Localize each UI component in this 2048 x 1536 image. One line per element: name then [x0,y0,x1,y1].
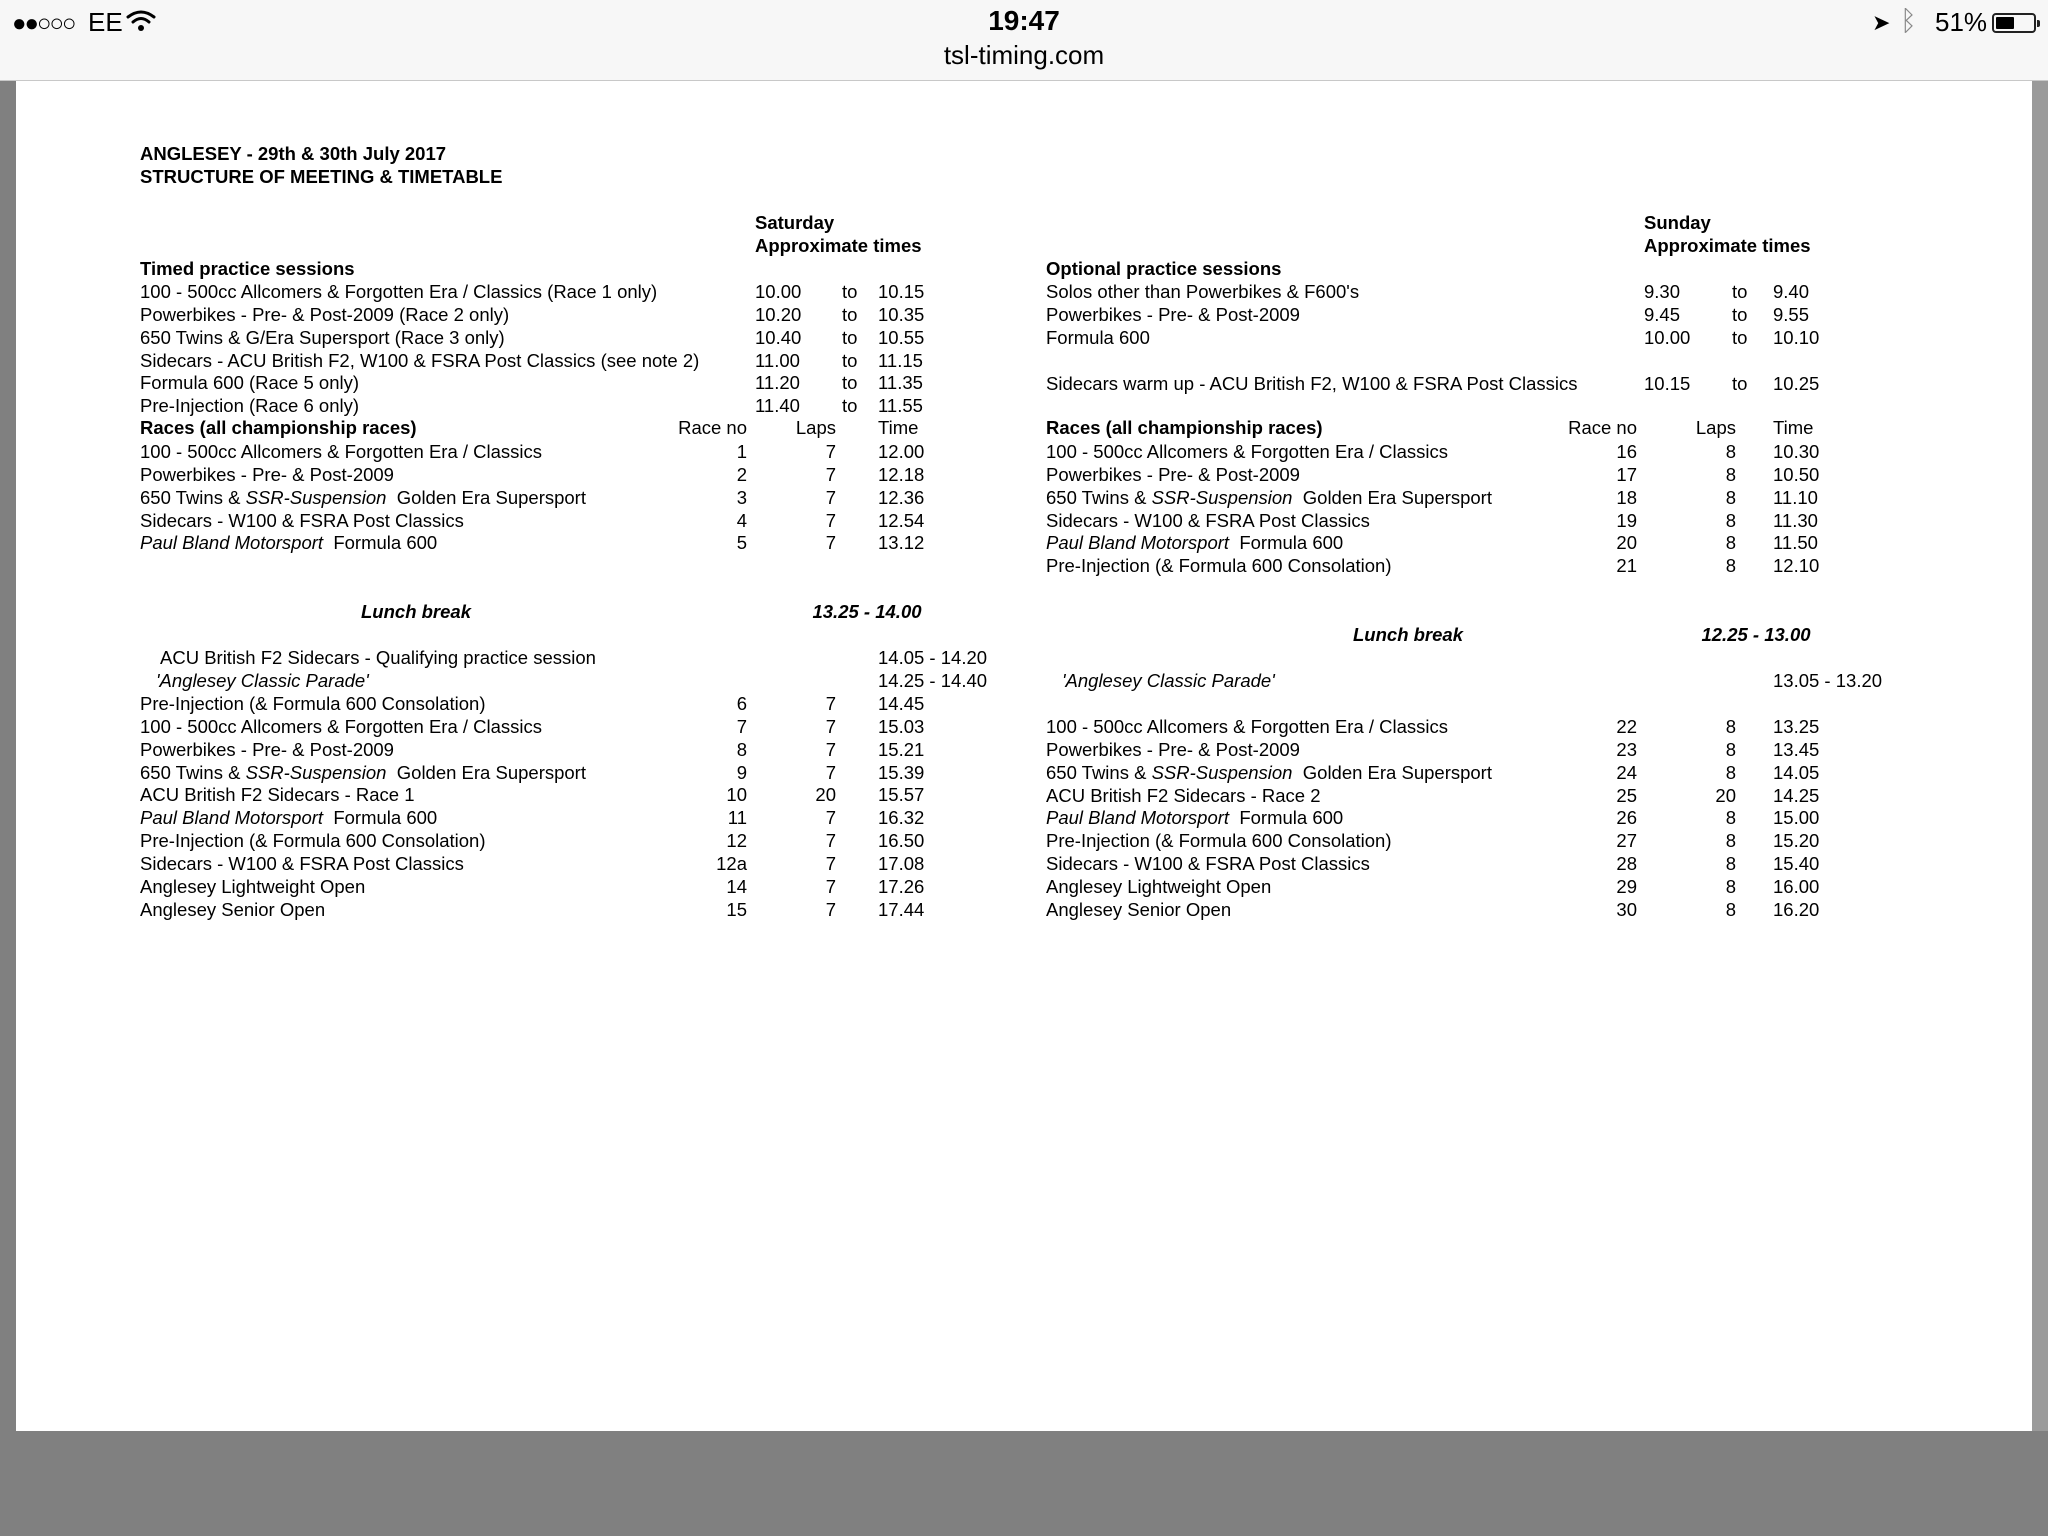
saturday-practice-from: 10.20 [755,303,802,325]
location-arrow-icon: ➤ [1872,10,1891,35]
saturday-race-laps: 7 [825,738,836,760]
sunday-race-laps: 8 [1725,738,1736,760]
saturday-race-time: 17.44 [878,898,925,920]
sunday-race-name [1046,441,1448,463]
saturday-race-laps: 7 [825,761,836,783]
race-name-part: Golden Era Supersport [386,761,586,783]
race-name-part: Sidecars - W100 & FSRA Post Classics [1046,853,1370,875]
saturday-race-time: 16.32 [878,807,925,829]
saturday-race-time: 12.36 [878,486,925,508]
page-edge [2032,81,2048,1431]
race-name-part: Formula 600 [1229,532,1344,554]
sunday-parade: 'Anglesey Classic Parade' [1062,670,1275,691]
saturday-race-time: 17.08 [878,852,925,874]
sunday-race-name [1046,716,1448,738]
sponsor-name: Paul Bland Motorsport [140,532,324,554]
race-name-part: 100 - 500cc Allcomers & Forgotten Era / Classics [1046,441,1449,462]
sunday-lunch-label: Lunch break [1353,624,1463,645]
saturday-approx-heading: Approximate times [755,235,922,256]
sunday-race-time: 11.30 [1773,509,1818,531]
saturday-col-laps: Laps [795,417,836,438]
sunday-race-no: 25 [1616,784,1637,806]
sunday-race-name [1046,510,1370,532]
sunday-race-no: 18 [1616,486,1637,508]
sunday-practice-heading: Optional practice sessions [1046,258,1282,279]
saturday-race-name [140,762,586,784]
saturday-race-name [140,441,542,463]
sunday-race-name [1046,464,1300,486]
race-name-part: 650 Twins & [1046,761,1152,783]
sponsor-name: SSR-Suspension [1151,486,1293,508]
sunday-col-race-no: Race no [1568,417,1637,438]
sunday-practice-to: to [1732,281,1748,302]
saturday-practice-name: 100 - 500cc Allcomers & Forgotten Era / Classics (Race 1 only) [140,281,658,302]
saturday-race-name [140,487,586,509]
sunday-race-no: 19 [1616,509,1637,531]
saturday-lunch-label: Lunch break [361,601,471,622]
sunday-race-laps: 8 [1725,486,1736,508]
race-name-part: Powerbikes - Pre- & Post-2009 [1046,463,1300,485]
sunday-practice-to: to [1732,326,1748,348]
sunday-practice-name: Formula 600 [1046,326,1150,348]
saturday-race-name [140,830,486,852]
saturday-race-name [140,807,437,829]
saturday-practice-to: to [842,326,858,348]
sunday-race-time: 10.30 [1773,441,1820,462]
sunday-race-time: 14.05 [1773,761,1820,783]
sponsor-name: Paul Bland Motorsport [140,807,324,829]
sunday-race-no: 20 [1616,532,1637,554]
sunday-race-time: 11.50 [1773,532,1818,554]
sunday-race-laps: 8 [1725,555,1736,577]
sunday-practice-name: Powerbikes - Pre- & Post-2009 [1046,303,1300,325]
sunday-race-name [1046,785,1321,807]
sunday-race-time: 15.00 [1773,807,1820,829]
saturday-race-name [140,464,394,486]
saturday-race-no: 9 [736,761,747,783]
sunday-race-name [1046,762,1492,784]
bluetooth-icon: ᛒ [1900,5,1917,36]
saturday-f2-qualifying: ACU British F2 Sidecars - Qualifying practice session [160,647,596,668]
sunday-lunch-time: 12.25 - 13.00 [1701,624,1811,645]
sunday-race-name [1046,532,1343,554]
saturday-practice-to: to [842,372,858,394]
saturday-race-time: 17.26 [878,875,925,897]
status-clock: 19:47 [988,5,1060,36]
race-name-part: ACU British F2 Sidecars - Race 2 [1046,784,1321,806]
sunday-practice-name: Solos other than Powerbikes & F600's [1046,281,1360,302]
saturday-col-race-no: Race no [678,417,747,438]
sunday-race-laps: 8 [1725,716,1736,737]
sunday-race-name [1046,807,1343,829]
saturday-race-laps: 7 [825,532,836,554]
sunday-races-heading: Races (all championship races) [1046,417,1323,438]
saturday-race-time: 15.03 [878,715,925,737]
saturday-race-laps: 7 [825,509,836,531]
saturday-col-time: Time [878,417,919,438]
saturday-race-no: 14 [726,875,747,897]
sunday-parade-time: 13.05 - 13.20 [1773,670,1883,691]
race-name-part: Golden Era Supersport [1292,486,1492,508]
sunday-race-name [1046,555,1392,577]
sunday-race-name [1046,830,1392,852]
saturday-race-no: 2 [736,463,747,485]
sunday-warmup-name: Sidecars warm up - ACU British F2, W100 & FSRA Post Classics [1046,373,1578,394]
saturday-practice-to: to [842,281,858,302]
saturday-parade-time: 14.25 - 14.40 [878,670,988,691]
saturday-race-name [140,784,415,806]
sunday-practice-from: 9.30 [1644,281,1681,302]
document-subtitle: STRUCTURE OF MEETING & TIMETABLE [140,166,503,187]
carrier-name: EE [88,7,123,37]
saturday-race-laps: 7 [825,441,836,462]
saturday-practice-name: 650 Twins & G/Era Supersport (Race 3 only) [140,326,505,348]
saturday-race-laps: 7 [825,486,836,508]
saturday-practice-name: Powerbikes - Pre- & Post-2009 (Race 2 only) [140,303,510,325]
race-name-part: Anglesey Senior Open [1046,898,1232,920]
sunday-col-time: Time [1773,417,1814,438]
sunday-practice-until: 9.55 [1773,303,1810,325]
saturday-race-laps: 7 [825,875,836,897]
saturday-race-no: 15 [726,898,747,920]
saturday-race-laps: 7 [825,852,836,874]
cell-signal-icon: ●●○○○ [12,10,75,37]
saturday-f2-qualifying-time: 14.05 - 14.20 [878,647,988,668]
race-name-part: 100 - 500cc Allcomers & Forgotten Era / Classics [140,715,543,737]
saturday-race-no: 7 [736,715,747,737]
sunday-race-time: 13.25 [1773,716,1820,737]
race-name-part: Sidecars - W100 & FSRA Post Classics [1046,509,1370,531]
saturday-practice-name: Formula 600 (Race 5 only) [140,372,360,394]
sunday-race-name [1046,853,1370,875]
sunday-warmup-from: 10.15 [1644,373,1691,394]
saturday-practice-until: 11.15 [878,349,923,371]
saturday-race-laps: 7 [825,693,836,714]
sunday-race-time: 10.50 [1773,463,1820,485]
sunday-race-laps: 8 [1725,761,1736,783]
race-name-part: Pre-Injection (& Formula 600 Consolation) [140,830,486,852]
saturday-race-no: 8 [736,738,747,760]
race-name-part: 650 Twins & [140,486,246,508]
saturday-race-time: 14.45 [878,693,925,714]
race-name-part: ACU British F2 Sidecars - Race 1 [140,784,415,806]
race-name-part: 100 - 500cc Allcomers & Forgotten Era / Classics [140,441,543,462]
race-name-part: Anglesey Lightweight Open [140,875,366,897]
sunday-race-name [1046,739,1300,761]
sunday-race-name [1046,487,1492,509]
sunday-col-laps: Laps [1695,417,1736,438]
sunday-warmup-until: 10.25 [1773,373,1820,394]
saturday-practice-until: 11.35 [878,372,923,394]
battery-percentage: 51% [1935,7,1988,37]
saturday-race-time: 15.39 [878,761,925,783]
sunday-race-time: 12.10 [1773,555,1820,577]
race-name-part: 650 Twins & [140,761,246,783]
sunday-race-laps: 8 [1725,898,1736,920]
race-name-part: 650 Twins & [1046,486,1152,508]
race-name-part: Golden Era Supersport [1292,761,1492,783]
sunday-day-heading: Sunday [1644,212,1711,233]
sunday-practice-to: to [1732,303,1748,325]
sunday-race-name [1046,899,1231,921]
race-name-part: Anglesey Senior Open [140,898,326,920]
battery-icon [1992,13,2036,33]
saturday-race-time: 13.12 [878,532,925,554]
race-name-part: Pre-Injection (& Formula 600 Consolation) [140,693,486,714]
sunday-race-time: 14.25 [1773,784,1820,806]
saturday-race-name [140,876,365,898]
sunday-race-time: 16.20 [1773,898,1820,920]
sunday-race-laps: 20 [1715,784,1736,806]
saturday-race-name [140,853,464,875]
saturday-race-name [140,510,464,532]
race-name-part: Formula 600 [1229,807,1344,829]
saturday-race-no: 10 [726,784,747,806]
saturday-practice-from: 11.20 [755,372,800,394]
saturday-practice-name: Pre-Injection (Race 6 only) [140,395,360,417]
race-name-part: Powerbikes - Pre- & Post-2009 [140,463,394,485]
sunday-race-laps: 8 [1725,853,1736,875]
saturday-race-name [140,899,325,921]
saturday-race-name [140,739,394,761]
saturday-race-no: 11 [727,807,747,829]
saturday-race-name [140,532,437,554]
saturday-lunch-time: 13.25 - 14.00 [812,601,922,622]
race-name-part: Pre-Injection (& Formula 600 Consolation) [1046,555,1392,577]
saturday-practice-from: 11.00 [755,349,800,371]
race-name-part: Golden Era Supersport [386,486,586,508]
race-name-part: Powerbikes - Pre- & Post-2009 [140,738,394,760]
race-name-part: Formula 600 [323,807,438,829]
sunday-approx-heading: Approximate times [1644,235,1811,256]
saturday-race-name [140,716,542,738]
sunday-race-no: 23 [1616,738,1637,760]
race-name-part: 100 - 500cc Allcomers & Forgotten Era / Classics [1046,716,1449,737]
saturday-practice-from: 10.40 [755,326,802,348]
sponsor-name: SSR-Suspension [1151,761,1293,783]
saturday-race-laps: 7 [825,807,836,829]
sunday-race-no: 27 [1616,830,1637,852]
saturday-practice-name: Sidecars - ACU British F2, W100 & FSRA Post Classics (see note 2) [140,349,700,371]
saturday-day-heading: Saturday [755,212,835,233]
sunday-race-no: 29 [1616,875,1637,897]
sunday-race-laps: 8 [1725,509,1736,531]
pdf-page[interactable] [16,81,2032,1431]
sunday-race-laps: 8 [1725,532,1736,554]
saturday-practice-from: 10.00 [755,281,802,302]
saturday-race-no: 12a [716,852,747,874]
sunday-race-time: 11.10 [1773,486,1818,508]
saturday-race-laps: 20 [815,784,836,806]
saturday-races-heading: Races (all championship races) [140,417,417,438]
sunday-race-no: 28 [1616,853,1637,875]
sunday-race-laps: 8 [1725,830,1736,852]
saturday-race-no: 1 [736,441,747,462]
saturday-race-laps: 7 [825,830,836,852]
sponsor-name: Paul Bland Motorsport [1046,532,1230,554]
saturday-practice-until: 10.35 [878,303,925,325]
saturday-practice-to: to [842,303,858,325]
saturday-race-laps: 7 [825,898,836,920]
sunday-race-laps: 8 [1725,807,1736,829]
sunday-race-laps: 8 [1725,441,1736,462]
sunday-race-no: 17 [1616,463,1637,485]
saturday-parade: 'Anglesey Classic Parade' [156,670,369,691]
race-name-part: Pre-Injection (& Formula 600 Consolation) [1046,830,1392,852]
saturday-practice-until: 10.15 [878,281,925,302]
sunday-race-no: 21 [1616,555,1637,577]
saturday-practice-to: to [842,349,858,371]
saturday-race-time: 15.21 [878,738,925,760]
sunday-race-time: 16.00 [1773,875,1820,897]
race-name-part: Sidecars - W100 & FSRA Post Classics [140,852,464,874]
sunday-race-name [1046,876,1271,898]
saturday-race-no: 12 [726,830,747,852]
saturday-race-no: 6 [736,693,747,714]
sunday-race-laps: 8 [1725,463,1736,485]
sunday-race-no: 26 [1616,807,1637,829]
sunday-race-time: 15.20 [1773,830,1820,852]
ios-status-bar [0,0,2048,81]
saturday-race-no: 4 [736,509,747,531]
sunday-warmup-to: to [1732,373,1748,394]
saturday-race-laps: 7 [825,715,836,737]
sunday-race-no: 22 [1616,716,1637,737]
saturday-race-laps: 7 [825,463,836,485]
sunday-practice-from: 9.45 [1644,303,1681,325]
saturday-practice-until: 10.55 [878,326,925,348]
sunday-race-laps: 8 [1725,875,1736,897]
saturday-race-no: 3 [736,486,747,508]
sunday-race-no: 16 [1616,441,1637,462]
saturday-practice-from: 11.40 [755,395,800,417]
saturday-race-no: 5 [736,532,747,554]
saturday-race-time: 15.57 [878,784,925,806]
race-name-part: Sidecars - W100 & FSRA Post Classics [140,509,464,531]
sponsor-name: SSR-Suspension [245,486,387,508]
sunday-race-no: 30 [1616,898,1637,920]
address-bar[interactable]: tsl-timing.com [943,40,1105,70]
saturday-practice-until: 11.55 [878,395,923,417]
saturday-race-name [140,693,486,715]
sponsor-name: SSR-Suspension [245,761,387,783]
sunday-practice-from: 10.00 [1644,326,1691,348]
saturday-race-time: 12.00 [878,441,925,462]
saturday-practice-to: to [842,395,858,417]
race-name-part: Formula 600 [323,532,438,554]
document-title: ANGLESEY - 29th & 30th July 2017 [140,143,447,164]
sponsor-name: Paul Bland Motorsport [1046,807,1230,829]
sunday-race-no: 24 [1616,761,1637,783]
sunday-practice-until: 9.40 [1773,281,1810,302]
sunday-race-time: 15.40 [1773,853,1820,875]
saturday-race-time: 16.50 [878,830,925,852]
sunday-practice-until: 10.10 [1773,326,1820,348]
saturday-race-time: 12.54 [878,509,925,531]
race-name-part: Anglesey Lightweight Open [1046,875,1272,897]
race-name-part: Powerbikes - Pre- & Post-2009 [1046,738,1300,760]
saturday-race-time: 12.18 [878,463,925,485]
sunday-race-time: 13.45 [1773,738,1820,760]
saturday-practice-heading: Timed practice sessions [140,258,355,279]
